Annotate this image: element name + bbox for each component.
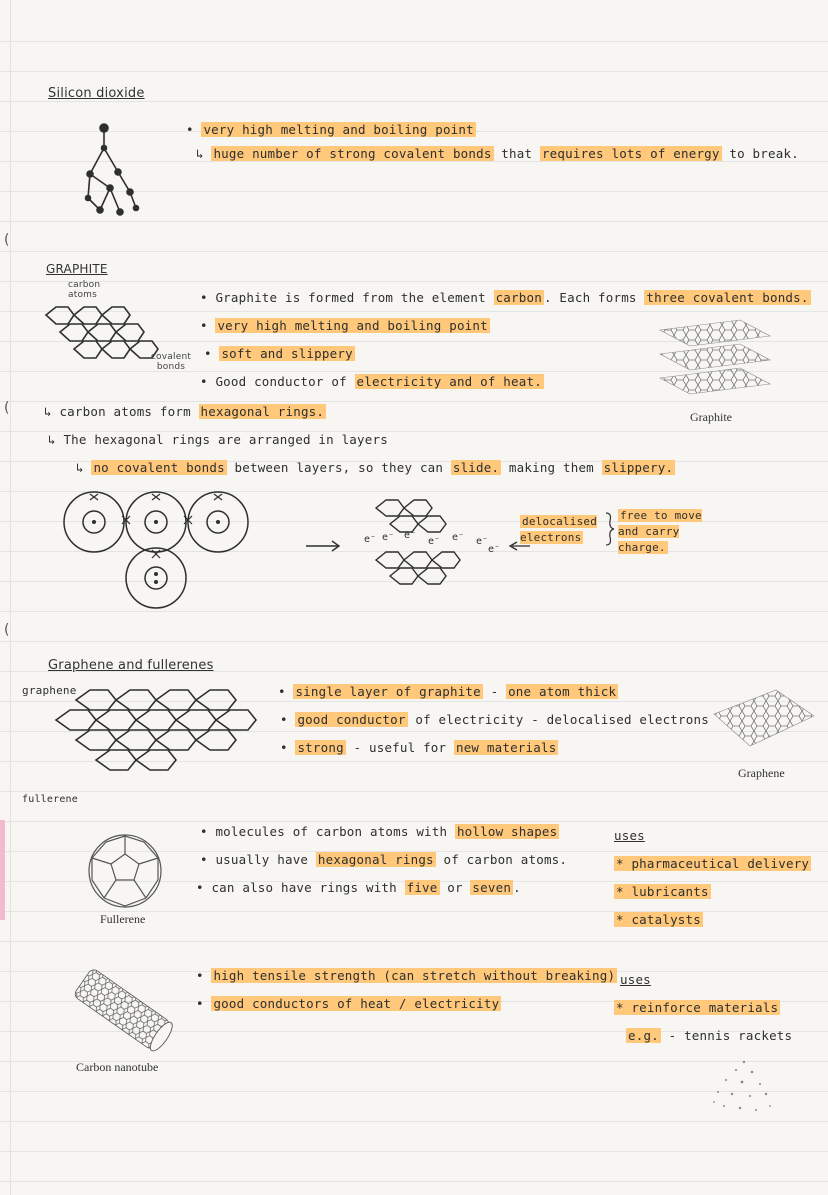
text: usually have: [215, 852, 316, 867]
carbon-nanotube-image: [70, 966, 174, 1052]
highlight: hexagonal rings.: [200, 404, 325, 419]
text: . Each forms: [543, 290, 645, 305]
graphite-hexagon-drawing: [34, 300, 164, 370]
highlight: e.g.: [628, 1028, 659, 1043]
svg-text:e⁻: e⁻: [476, 536, 489, 547]
text: - useful for: [345, 740, 454, 755]
text: molecules of carbon atoms with: [215, 824, 455, 839]
margin-line: [10, 0, 11, 1195]
svg-text:e⁻: e⁻: [364, 534, 377, 545]
nanotube-fact-2: • good conductors of heat / electricity: [196, 996, 500, 1011]
highlight: good conductors of heat / electricity: [213, 996, 500, 1011]
svg-text:e⁻: e⁻: [488, 544, 501, 555]
highlight: high tensile strength (can stretch without breaking): [213, 968, 616, 983]
fullerene-fact-1: • molecules of carbon atoms with hollow shapes: [200, 824, 558, 839]
graphite-layers-note: ↳ The hexagonal rings are arranged in layers: [48, 432, 388, 447]
nanotube-caption: Carbon nanotube: [76, 1060, 159, 1074]
highlight: requires lots of energy: [541, 146, 720, 161]
graphene-fact-3: • strong - useful for new materials: [280, 740, 557, 755]
sparkle-dots-decoration: [706, 1056, 780, 1120]
graphite-fact-3: • soft and slippery: [204, 346, 353, 361]
binder-mark: (: [4, 232, 10, 248]
highlight: one atom thick: [508, 684, 617, 699]
text: of electricity - delocalised electrons: [407, 712, 709, 727]
graphite-3d-image: [650, 310, 780, 410]
fullerene-fact-2: • usually have hexagonal rings of carbon atoms.: [200, 852, 568, 867]
graphene-caption: Graphene: [738, 766, 785, 780]
text: Good conductor of: [215, 374, 355, 389]
graphite-layers-drawing: [356, 494, 516, 588]
highlight: * catalysts: [616, 912, 701, 927]
carbon-atoms-electron-diagram: [56, 486, 246, 616]
highlight: hollow shapes: [456, 824, 558, 839]
graphene-fact-1: • single layer of graphite - one atom thick: [278, 684, 617, 699]
graphite-caption: Graphite: [690, 410, 732, 424]
text: -: [482, 684, 507, 699]
highlight: hexagonal rings: [317, 852, 434, 867]
highlight: slippery.: [603, 460, 674, 475]
highlight: * reinforce materials: [616, 1000, 779, 1015]
svg-text:e⁻: e⁻: [382, 532, 395, 543]
graphite-fact-1: • Graphite is formed from the element carbon . Each forms three covalent bonds.: [200, 290, 809, 305]
svg-text:e⁻: e⁻: [404, 530, 417, 541]
highlight: three covalent bonds.: [646, 290, 809, 305]
arrow-icon: [306, 540, 342, 552]
covalent-bonds-label: covalent bonds: [150, 352, 192, 372]
text: that: [493, 146, 540, 161]
highlight: carbon: [495, 290, 542, 305]
highlight: slide.: [452, 460, 500, 475]
silicon-dioxide-heading: Silicon dioxide: [48, 86, 145, 101]
silicon-fact-1: • very high melting and boiling point: [186, 122, 474, 137]
highlight: very high melting and boiling point: [217, 318, 488, 333]
graphene-fact-2: • good conductor of electricity - delocalised electrons: [280, 712, 709, 727]
carbon-atoms-label: carbon atoms: [68, 280, 101, 300]
highlight: huge number of strong covalent bonds: [213, 146, 492, 161]
svg-text:e⁻: e⁻: [428, 536, 441, 547]
fullerene-use-2: [614, 884, 711, 899]
highlight: new materials: [455, 740, 557, 755]
highlight: no covalent bonds: [93, 460, 225, 475]
highlight: strong: [297, 740, 344, 755]
highlight: seven: [472, 880, 512, 895]
binder-mark: (: [4, 622, 10, 638]
text: can also have rings with: [211, 880, 405, 895]
text: The hexagonal rings are arranged in layers: [63, 432, 388, 447]
delocalised-electrons-label: [520, 514, 610, 546]
graphene-sheet-drawing: [36, 688, 276, 770]
highlight: * pharmaceutical delivery: [616, 856, 810, 871]
brace-icon: [604, 512, 616, 546]
highlight: single layer of graphite: [295, 684, 481, 699]
graphite-fact-4: • Good conductor of electricity and of heat.: [200, 374, 542, 389]
fullerene-label: fullerene: [22, 794, 78, 805]
graphite-heading: GRAPHITE: [46, 262, 108, 276]
highlight: five: [406, 880, 438, 895]
fullerene-uses-heading: uses: [614, 828, 645, 843]
nanotube-use-2: [626, 1028, 792, 1043]
silicon-dioxide-structure-drawing: [80, 118, 144, 222]
page-tab: [0, 820, 5, 920]
fullerene-image: [86, 832, 164, 910]
fullerene-fact-3: • can also have rings with five or seven .: [196, 880, 521, 895]
graphite-slide-note: ↳ no covalent bonds between layers, so they can slide. making them slippery.: [76, 460, 674, 475]
highlight: delocalised electrons: [520, 515, 598, 544]
fullerene-caption: Fullerene: [100, 912, 146, 926]
graphene-fullerenes-heading: Graphene and fullerenes: [48, 658, 214, 673]
text: making them: [501, 460, 602, 475]
text: or: [439, 880, 471, 895]
text: - tennis rackets: [660, 1028, 793, 1043]
graphite-fact-2: • very high melting and boiling point: [200, 318, 488, 333]
fullerene-use-1: [614, 856, 811, 871]
binder-mark: (: [4, 400, 10, 416]
text: carbon atoms form: [59, 404, 199, 419]
text: of carbon atoms.: [435, 852, 568, 867]
graphene-label: graphene: [22, 684, 77, 697]
text: between layers, so they can: [226, 460, 451, 475]
highlight: good conductor: [297, 712, 406, 727]
fullerene-use-3: [614, 912, 703, 927]
graphene-3d-image: [706, 686, 818, 752]
text: .: [513, 880, 521, 895]
highlight: electricity and of heat.: [356, 374, 542, 389]
text: to break.: [721, 146, 799, 161]
svg-text:e⁻: e⁻: [452, 532, 465, 543]
highlight: soft and slippery: [221, 346, 353, 361]
highlight: very high melting and boiling point: [203, 122, 474, 137]
graphite-rings-note: ↳ carbon atoms form hexagonal rings.: [44, 404, 325, 419]
highlight: free to move and carry charge.: [618, 509, 702, 554]
text: Graphite is formed from the element: [215, 290, 494, 305]
nanotube-uses-heading: uses: [620, 972, 651, 987]
nanotube-use-1: [614, 1000, 780, 1015]
free-to-move-label: [618, 508, 710, 556]
highlight: * lubricants: [616, 884, 709, 899]
nanotube-fact-1: • high tensile strength (can stretch without breaking): [196, 968, 616, 983]
silicon-fact-2: ↳ huge number of strong covalent bonds that requires lots of energy to break.: [196, 146, 799, 161]
